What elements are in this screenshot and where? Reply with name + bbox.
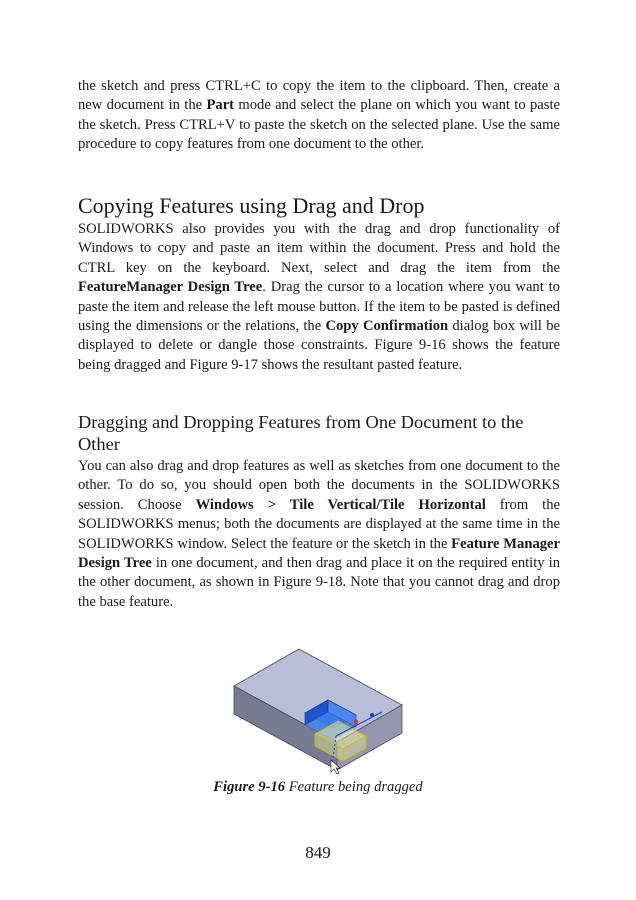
paragraph-1: the sketch and press CTRL+C to copy the item to the clipboard. Then, create a new document in the Part mode and select the plane on which you want to paste the sketch. Press CTRL+V to paste the sketch on the selected plane. Use the same procedure to copy features from one document to the other. — [78, 78, 560, 153]
drag-handle-icon — [354, 720, 359, 725]
page-number: 849 — [305, 843, 331, 862]
heading-dragging-features: Dragging and Dropping Features from One Document to the Other — [78, 412, 524, 454]
figure-caption: Figure 9-16 Feature being dragged — [213, 779, 423, 795]
heading-copying-features: Copying Features using Drag and Drop — [78, 193, 425, 218]
figure-9-16-image — [232, 648, 404, 776]
paragraph-2: SOLIDWORKS also provides you with the drag and drop functionality of Windows to copy and paste an item within the document. Press and hold the CTRL key on the keyboard. Next, select and drag the item from the FeatureManager Design Tree. Drag the cursor to a location where you want to paste the item and release the left mouse button. If the item to be pasted is defined using the dimensions or the relations, the Copy Confirmation dialog box will be displayed to delete or dangle those constraints. Figure 9-16 shows the feature being dragged and Figure 9-17 shows the resultant pasted feature. — [78, 221, 560, 373]
paragraph-3: You can also drag and drop features as well as sketches from one document to the other. To do so, you should open both the documents in the SOLIDWORKS session. Choose Windows > Tile Vertical/Tile Horizontal from the SOLIDWORKS menus; both the documents are displayed at the same time in the SOLIDWORKS window. Select the feature or the sketch in the Feature Manager Design Tree in one document, and then drag and place it on the required entity in the other document, as shown in Figure 9-18. Note that you cannot drag and drop the base feature. — [78, 458, 560, 610]
